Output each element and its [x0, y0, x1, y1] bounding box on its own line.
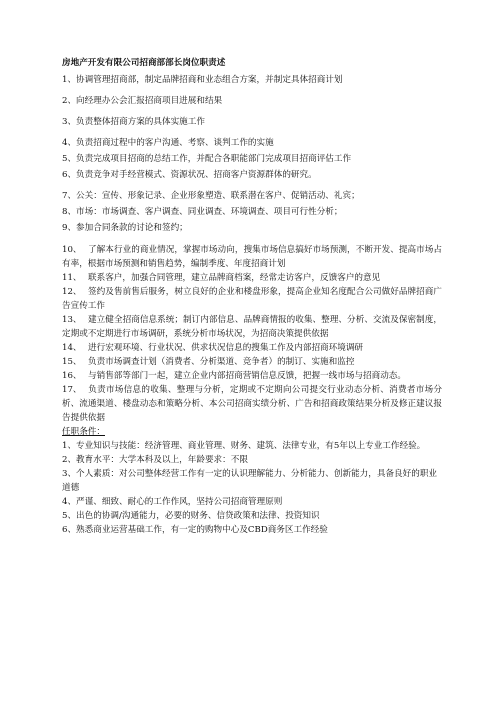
- duty-text: 了解本行业的商业情况，掌握市场动向，搜集市场信息搞好市场预测，不断开发、提高市场占有率，根据市场预测和销售趋势，编制季度、年度招商计划: [62, 245, 442, 269]
- duty-item-15: [62, 355, 442, 369]
- duty-item-12: [62, 285, 442, 313]
- duty-item-8: 8、市场：市场调查、客户调查、同业调查、环境调查、项目可行性分析；: [62, 207, 343, 217]
- duty-item-10: [62, 243, 442, 271]
- duty-item-1: 1、协调管理招商部，制定品牌招商和业态组合方案，并制定具体招商计划: [62, 75, 343, 85]
- requirements-heading: 任职条件：: [62, 427, 105, 437]
- duty-item-16: [62, 369, 442, 383]
- duty-text: 建立健全招商信息系统；制订内部信息、品牌商情报的收集、整理、分析、交流及保密制度，定期或不定期进行市场调研，系统分析市场状况，为招商决策提供依据: [62, 315, 442, 339]
- duty-number: 16、: [62, 371, 82, 381]
- duty-text: 联系客户，加强合同管理，建立品牌商档案，经常走访客户，反馈客户的意见: [88, 273, 381, 283]
- requirement-item-6: 6、熟悉商业运营基础工作，有一定的购物中心及CBD商务区工作经验: [62, 525, 328, 535]
- duty-item-13: [62, 313, 442, 341]
- duty-item-2: 2、向经理办公会汇报招商项目进展和结果: [62, 96, 223, 106]
- requirement-item-5: 5、出色的协调/沟通能力，必要的财务、信贷政策和法律、投资知识: [62, 511, 320, 521]
- requirement-item-1: 1、专业知识与技能：经济管理、商业管理、财务、建筑、法律专业，有5年以上专业工作经验。: [62, 441, 426, 451]
- duty-number: 17、: [62, 385, 82, 395]
- duty-item-4: 4、负责招商过程中的客户沟通、考察、谈判工作的实施: [62, 138, 274, 148]
- duty-text: 负责市场信息的收集、整理与分析，定期或不定期向公司提交行业动态分析、消费者市场分析、流通渠道、楼盘动态和策略分析、本公司招商实绩分析、广告和招商政策结果分析及修正建议报告提供依据: [62, 385, 442, 423]
- duty-number: 10、: [62, 245, 82, 255]
- duty-text: 进行宏观环境、行业状况、供求状况信息的搜集工作及内部招商环境调研: [88, 343, 364, 353]
- duty-item-7: 7、公关：宣传、形象记录、企业形象塑造、联系潜在客户、促销活动、礼宾；: [62, 191, 360, 201]
- duty-number: 13、: [62, 315, 82, 325]
- duty-item-6: 6、负责竞争对手经营模式、资源状况、招商客户资源群体的研究。: [62, 170, 317, 180]
- requirement-item-3: 3、个人素质：对公司整体经营工作有一定的认识理解能力、分析能力、创新能力，具备良好的职业道德: [62, 469, 438, 493]
- duty-text: 与销售部等部门一起，建立企业内部招商营销信息反馈，把握一线市场与招商动态。: [88, 371, 406, 381]
- duty-text: 负责市场调查计划（消费者、分析渠道、竞争者）的制订、实施和监控: [88, 357, 355, 367]
- duty-number: 11、: [62, 273, 82, 283]
- duty-item-11: [62, 271, 442, 285]
- duty-item-3: 3、负责整体招商方案的具体实施工作: [62, 117, 205, 127]
- requirement-item-2: 2、教育水平：大学本科及以上，年龄要求：不限: [62, 455, 248, 465]
- document-title: 房地产开发有限公司招商部部长岗位职责述: [62, 58, 226, 68]
- job-description-document: [62, 57, 442, 537]
- requirement-item-4: 4、严谨、细致、耐心的工作作风，坚持公司招商管理原则: [62, 497, 283, 507]
- duty-item-5: 5、负责完成项目招商的总结工作，并配合各职能部门完成项目招商评估工作: [62, 154, 352, 164]
- duty-number: 15、: [62, 357, 82, 367]
- duty-number: 14、: [62, 343, 82, 353]
- duty-number: 12、: [62, 287, 82, 297]
- duty-item-17: [62, 383, 442, 425]
- duty-text: 签约及售前售后服务，树立良好的企业和楼盘形象，提高企业知名度配合公司做好品牌招商广告宣传工作: [62, 287, 442, 311]
- duty-item-9: 9、参加合同条款的讨论和签约；: [62, 223, 188, 233]
- duty-item-14: [62, 341, 442, 355]
